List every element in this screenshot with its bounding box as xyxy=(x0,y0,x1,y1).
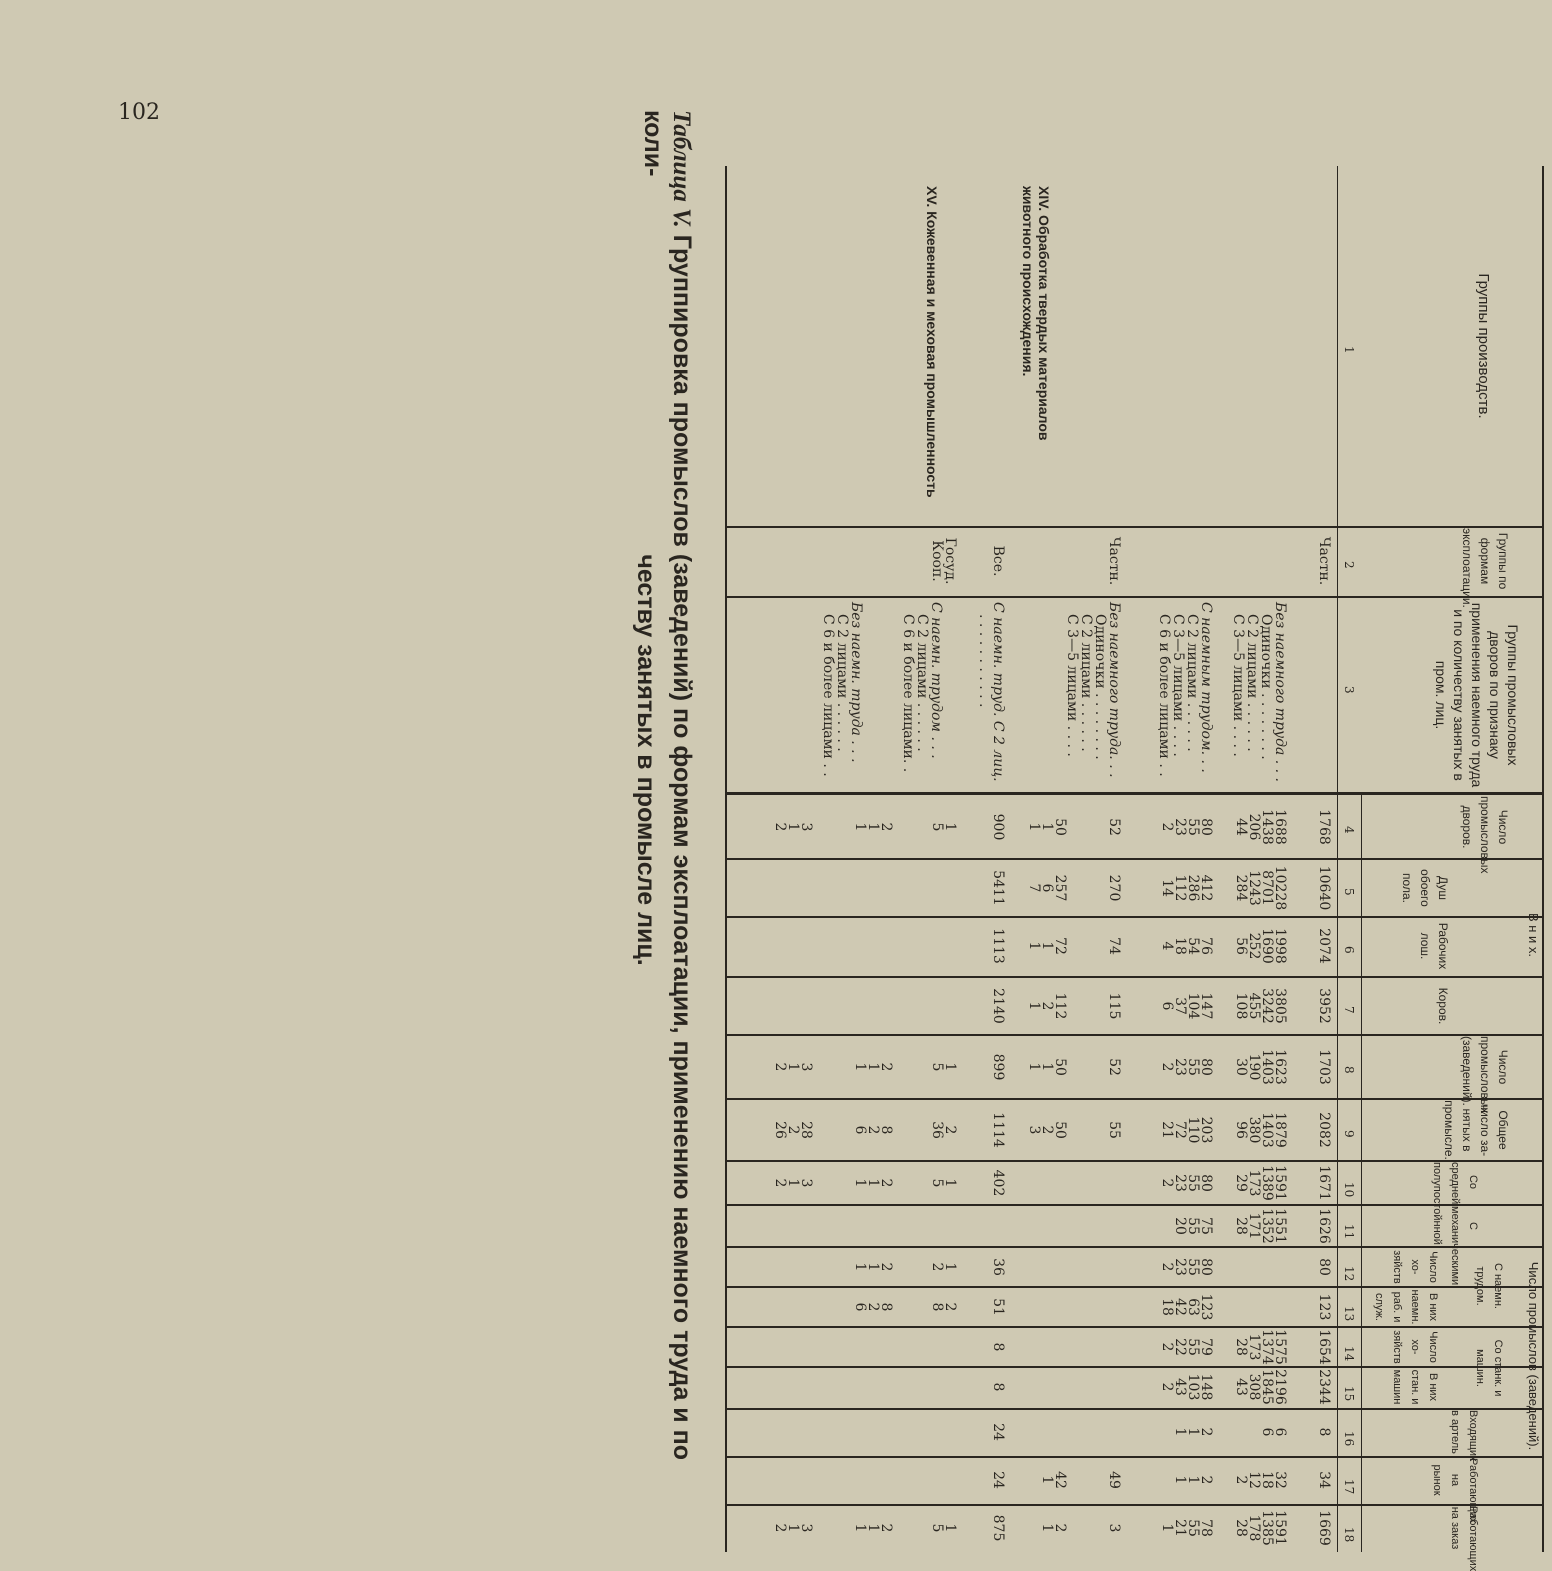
table-cell: 1671 xyxy=(1316,1165,1332,1201)
header-col11: С механическими xyxy=(1449,1206,1479,1286)
row-label: Одиночки . . . . . . . . xyxy=(1258,614,1274,760)
header-col1: Группы производств. xyxy=(1475,273,1492,419)
table-cell: 24 xyxy=(990,1423,1006,1441)
column-divider xyxy=(727,976,1544,978)
table-cell: 123 xyxy=(1316,1293,1332,1321)
table-cell: 28 2 26 xyxy=(772,1121,814,1139)
column-number: 6 xyxy=(1342,946,1356,954)
table-cell: 3 1 2 xyxy=(772,1523,814,1533)
column-number: 8 xyxy=(1342,1066,1356,1074)
table-title-line2: честву занятых в промысле лиц. xyxy=(632,554,660,966)
table-cell: 8 xyxy=(1316,1427,1332,1437)
table-cell: 1114 xyxy=(990,1112,1006,1148)
table-cell: 3 1 2 xyxy=(772,1178,814,1188)
column-number: 18 xyxy=(1342,1527,1356,1543)
table-cell: 52 xyxy=(1106,1058,1122,1076)
row-form: Госуд. Кооп. xyxy=(929,537,958,585)
table-cell: 148 103 43 2 xyxy=(1159,1373,1214,1401)
table-cell: 75 55 20 xyxy=(1172,1217,1214,1235)
row-label: С 2 лицами . . . . . . xyxy=(1244,614,1260,752)
table-cell: 2082 xyxy=(1316,1112,1332,1148)
row-label: С 2 лицами . . . . . . xyxy=(1184,614,1200,752)
row-label: С наемным трудом. . . xyxy=(1198,602,1214,773)
column-number: 17 xyxy=(1342,1479,1356,1495)
table-cell: 112 2 1 xyxy=(1026,992,1068,1020)
column-number: 16 xyxy=(1342,1431,1356,1447)
table-cell: 50 1 1 xyxy=(1026,818,1068,836)
column-number: 4 xyxy=(1342,826,1356,834)
table-cell: 1669 xyxy=(1316,1510,1332,1546)
column-divider xyxy=(727,1204,1544,1206)
table-cell: 2 1 1 xyxy=(852,822,894,832)
table-cell: 80 55 23 2 xyxy=(1159,1258,1214,1276)
header-col4: Число промысловых дворов. xyxy=(1460,796,1510,874)
header-body-divider xyxy=(1361,792,1362,1552)
table-cell: 3805 3242 455 108 xyxy=(1233,988,1288,1024)
column-divider xyxy=(727,1456,1544,1458)
table-title-prefix: Таблица V. xyxy=(668,110,695,228)
table-cell: 1591 1389 173 29 xyxy=(1233,1165,1288,1201)
header-col17: Работающих на рынок xyxy=(1431,1458,1479,1524)
table-cell: 55 xyxy=(1106,1121,1122,1139)
table-cell: 1879 1403 380 96 xyxy=(1233,1112,1288,1148)
row-form: Частн. xyxy=(1106,536,1122,586)
table-cell: 1 2 xyxy=(929,1262,958,1272)
header-col10: Со средней полупостойнной xyxy=(1431,1162,1479,1245)
table-cell: 1768 xyxy=(1316,809,1332,845)
table-cell: 147 104 37 6 xyxy=(1159,992,1214,1020)
table-cell: 1626 xyxy=(1316,1208,1332,1244)
row-form: Все. xyxy=(990,545,1006,577)
table-cell: 2074 xyxy=(1316,928,1332,964)
row-label: Без наемн. труда . . . xyxy=(848,602,864,763)
rotated-sheet xyxy=(533,0,1552,1571)
table-cell: 899 xyxy=(990,1053,1006,1081)
table-cell: 1575 1374 173 28 xyxy=(1233,1329,1288,1365)
header-hired-group: С наемн. трудом. xyxy=(1474,1262,1504,1309)
column-number: 5 xyxy=(1342,888,1356,896)
row-label: С наемн. труд. С 2 лиц. xyxy=(990,602,1006,782)
sep-col3 xyxy=(727,596,1544,598)
header-col6: Рабочих лош. xyxy=(1418,922,1450,970)
table-cell: 1113 xyxy=(990,928,1006,964)
table-cell: 3 1 2 xyxy=(772,822,814,832)
table-cell: 10640 xyxy=(1316,865,1332,911)
table-cell: 49 xyxy=(1106,1471,1122,1489)
table-cell: 36 xyxy=(990,1258,1006,1276)
row-form: Частн. xyxy=(1316,536,1332,586)
table-cell: 2 1 1 xyxy=(852,1178,894,1188)
column-number: 15 xyxy=(1342,1386,1356,1402)
row-label: С 2 лицами . . . . . . xyxy=(1078,614,1094,752)
table-cell: 1688 1438 206 44 xyxy=(1233,809,1288,845)
row-label: С 6 и более лицами . . xyxy=(1156,614,1172,777)
header-col14: Число хо-зяйств xyxy=(1391,1330,1439,1364)
table-cell: 257 6 7 xyxy=(1026,874,1068,902)
data-table xyxy=(710,166,1552,1571)
row-label: С 6 и более лицами . . xyxy=(820,614,836,777)
column-number: 12 xyxy=(1342,1266,1356,1282)
table-cell: 1623 1403 190 30 xyxy=(1233,1049,1288,1085)
table-cell: 76 54 18 4 xyxy=(1159,937,1214,955)
table-cell: 2 1 1 xyxy=(852,1062,894,1072)
table-cell: 50 2 3 xyxy=(1026,1121,1068,1139)
header-col9: Общее число за-нятых в промысле. xyxy=(1442,1100,1510,1160)
header-col16: Входящих в артель xyxy=(1449,1410,1479,1462)
table-cell: 2 1 1 xyxy=(1172,1427,1214,1437)
column-number: 14 xyxy=(1342,1346,1356,1362)
column-divider xyxy=(727,1034,1544,1036)
table-cell: 5411 xyxy=(990,870,1006,906)
row-label: С 2 лицами . . . . . . xyxy=(834,614,850,752)
table-cell: 2196 1845 308 43 xyxy=(1233,1369,1288,1405)
sep-col4 xyxy=(727,792,1544,795)
table-cell: 72 1 1 xyxy=(1026,937,1068,955)
table-cell: 79 55 22 2 xyxy=(1159,1338,1214,1356)
table-cell: 1654 xyxy=(1316,1329,1332,1365)
header-col18: Работающих на заказ xyxy=(1449,1506,1479,1571)
table-cell: 32 18 12 2 xyxy=(1233,1471,1288,1489)
table-cell: 3 1 2 xyxy=(772,1062,814,1072)
table-cell: 2 1 1 xyxy=(852,1523,894,1533)
table-cell: 8 xyxy=(990,1342,1006,1352)
row-label: Без наемного труда . . . xyxy=(1272,602,1288,783)
table-cell: 80 55 23 2 xyxy=(1159,1058,1214,1076)
table-cell: 1551 1352 171 28 xyxy=(1233,1208,1288,1244)
table-cell: 8 xyxy=(990,1382,1006,1392)
table-cell: 80 55 23 2 xyxy=(1159,1174,1214,1192)
header-col8: Число промысловых (заведений). xyxy=(1460,1036,1510,1114)
table-cell: 2 36 xyxy=(929,1121,958,1139)
table-cell: 1591 1385 178 28 xyxy=(1233,1510,1288,1546)
table-cell: 8 2 6 xyxy=(852,1302,894,1312)
header-col7: Коров. xyxy=(1436,987,1450,1025)
column-divider xyxy=(727,1408,1544,1410)
column-number: 11 xyxy=(1342,1224,1356,1240)
table-cell: 2 1 xyxy=(1039,1523,1068,1533)
column-number: 9 xyxy=(1342,1130,1356,1138)
table-cell: 2 1 1 xyxy=(852,1262,894,1272)
table-cell: 402 xyxy=(990,1169,1006,1197)
column-number: 2 xyxy=(1342,561,1356,569)
column-number: 7 xyxy=(1342,1006,1356,1014)
table-cell: 2140 xyxy=(990,988,1006,1024)
table-cell: 875 xyxy=(990,1514,1006,1542)
column-divider xyxy=(727,1098,1544,1100)
header-count-group: Число промыслов (заведений). xyxy=(1526,1261,1541,1451)
table-cell: 2 8 xyxy=(929,1302,958,1312)
group-xv: XV. Кожевенная и меховая промышленность xyxy=(924,186,940,498)
group-xiv: XIV. Обработка твердых материалов животного происхождения. xyxy=(1020,186,1052,441)
row-label: . . . . . . . . . . . xyxy=(976,614,992,708)
table-title-line1: Группировка промыслов (заведений) по формам эксплоатации, применению наемного труда и по коли- xyxy=(639,110,696,1460)
column-number: 13 xyxy=(1342,1306,1356,1322)
table-cell: 123 63 42 18 xyxy=(1159,1293,1214,1321)
column-divider xyxy=(727,1160,1544,1162)
row-label: Одиночки . . . . . . . . xyxy=(1092,614,1108,760)
table-cell: 50 1 1 xyxy=(1026,1058,1068,1076)
table-cell: 2344 xyxy=(1316,1369,1332,1405)
table-cell: 51 xyxy=(990,1298,1006,1316)
table-cell: 10228 8701 1243 284 xyxy=(1233,865,1288,911)
table-cell: 78 55 21 1 xyxy=(1159,1519,1214,1537)
table-cell: 3 xyxy=(1106,1523,1122,1533)
column-divider xyxy=(727,1504,1544,1506)
table-cell: 8 2 6 xyxy=(852,1125,894,1135)
row-label: С 2 лицами . . . . . . xyxy=(914,614,930,752)
row-label: С 3—5 лицами . . . . xyxy=(1170,614,1186,757)
table-cell: 42 1 xyxy=(1039,1471,1068,1489)
table-cell: 412 286 112 14 xyxy=(1159,874,1214,902)
table-cell: 1703 xyxy=(1316,1049,1332,1085)
column-number: 1 xyxy=(1342,346,1356,354)
table-cell: 24 xyxy=(990,1471,1006,1489)
row-label: С наемн. трудом . . . xyxy=(928,602,944,759)
table-cell: 1 5 xyxy=(929,822,958,832)
table-cell: 80 55 23 2 xyxy=(1159,818,1214,836)
row-label: С 3—5 лицами . . . . xyxy=(1230,614,1246,757)
header-col13: В них наемн. раб. и служ. xyxy=(1373,1289,1439,1325)
header-col12: Число хо-зяйств xyxy=(1391,1250,1439,1284)
table-cell: 80 xyxy=(1316,1258,1332,1276)
table-cell: 3952 xyxy=(1316,988,1332,1024)
table-cell: 2 1 1 xyxy=(1172,1475,1214,1485)
column-number: 10 xyxy=(1342,1182,1356,1198)
header-v-nih: В н и х. xyxy=(1526,912,1541,958)
header-col2: Группы по формам эксплоатации. xyxy=(1460,528,1510,608)
row-label: Без наемного труда. . . xyxy=(1106,602,1122,778)
table-cell: 1998 1690 252 56 xyxy=(1233,928,1288,964)
table-cell: 1 5 xyxy=(929,1062,958,1072)
table-cell: 203 110 72 21 xyxy=(1159,1116,1214,1144)
table-cell: 34 xyxy=(1316,1471,1332,1489)
table-cell: 74 xyxy=(1106,937,1122,955)
header-col3: Группы промысловых дворов по признаку применения наемного труда и по количеству занятых в пром. лиц. xyxy=(1433,602,1521,788)
table-cell: 52 xyxy=(1106,818,1122,836)
sep-col2 xyxy=(727,526,1544,528)
column-number: 3 xyxy=(1342,686,1356,694)
table-cell: 270 xyxy=(1106,874,1122,902)
row-label: С 6 и более лицами. . xyxy=(900,614,916,773)
table-cell: 900 xyxy=(990,813,1006,841)
table-cell: 115 xyxy=(1106,992,1122,1020)
header-machines-group: Со станк. и машин. xyxy=(1474,1339,1504,1397)
table-cell: 1 5 xyxy=(929,1523,958,1533)
table-cell: 6 6 xyxy=(1259,1427,1288,1437)
header-col5: Душ обоего пола. xyxy=(1400,869,1450,907)
page-number: 102 xyxy=(118,100,160,125)
header-col15: В них стан. и машин xyxy=(1391,1369,1439,1405)
table-cell: 1 5 xyxy=(929,1178,958,1188)
row-label: С 3—5 лицами . . . . xyxy=(1064,614,1080,757)
